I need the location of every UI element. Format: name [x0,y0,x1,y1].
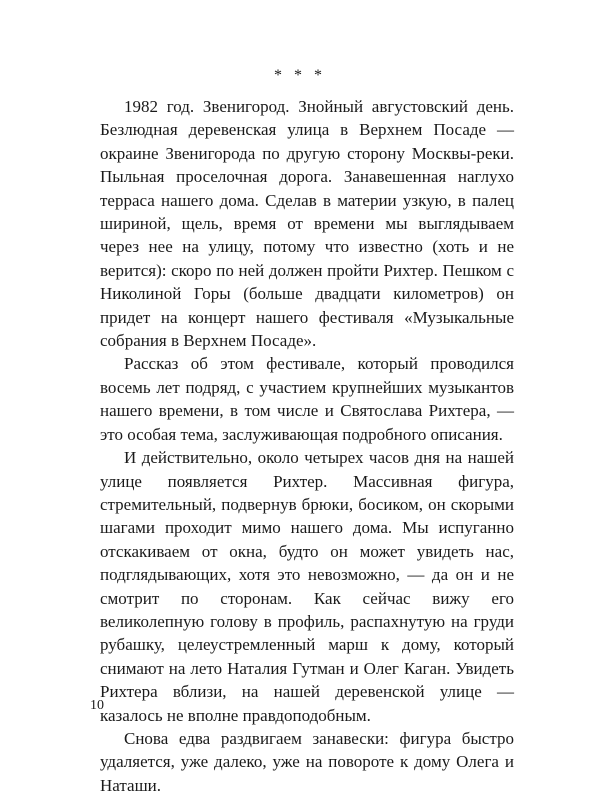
section-separator: * * * [274,67,326,84]
body-text [100,95,514,797]
paragraph: 1982 год. Звенигород. Знойный августовский день. Безлюдная деревенская улица в Верхнем Посаде — окраине Звенигорода по другую сторону Москвы-реки. Пыльная проселочная дорога. Занавешенная наглухо терраса нашего дома. Сделав в материи узкую, в палец шириной, щель, время от времени мы выглядываем через нее на улицу, потому что известно (хоть и не верится): скоро по ней должен пройти Рихтер. Пешком с Николиной Горы (больше двадцати километров) он придет на концерт нашего фестиваля «Музыкальные собрания в Верхнем Посаде». [100,97,514,351]
paragraph: Снова едва раздвигаем занавески: фигура быстро удаляется, уже далеко, уже на повороте к дому Олега и Наташи. [100,728,514,795]
page-number: 10 [90,698,104,713]
paragraph: И действительно, около четырех часов дня на нашей улице появляется Рихтер. Массивная фигура, стремительный, подвернув брюки, босиком, он скорыми шагами проходит мимо нашего дома. Мы испуганно отскакиваем от окна, будто он может увидеть нас, подглядывающих, хотя это невозможно, — да он и не смотрит по сторонам. Как сейчас вижу его великолепную голову в профиль, распахнутую на груди рубашку, целеустремленный марш к дому, который снимают на лето Наталия Гутман и Олег Каган. Увидеть Рихтера вблизи, на нашей деревенской улице — казалось не вполне правдоподобным. [100,448,514,725]
paragraph: Рассказ об этом фестивале, который проводился восемь лет подряд, с участием крупнейших музыкантов нашего времени, в том числе и Святослава Рихтера, — это особая тема, заслуживающая подробного описания. [100,354,514,444]
